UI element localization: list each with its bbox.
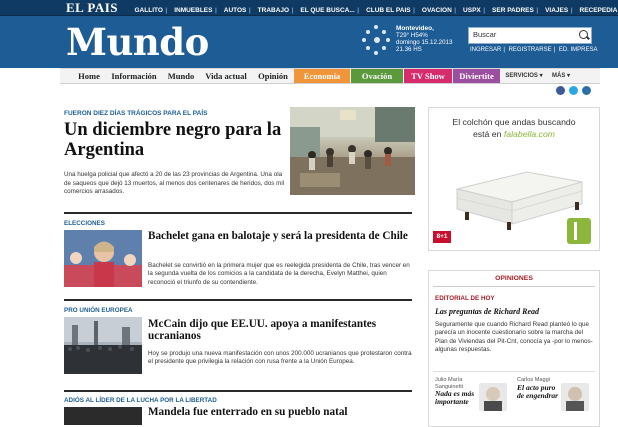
toplink[interactable]: SER PADRES — [492, 7, 534, 14]
nav-services[interactable]: SERVICIOS ▾ — [505, 73, 543, 79]
editorial-title[interactable]: Las preguntas de Richard Read — [435, 307, 540, 316]
section-rule — [64, 299, 412, 301]
story-summary: Hoy se produjo una nueva manifestación con unos 200.000 ucranianos que protestaron contra el presidente que privilegia la relación con rusa frente a la Unión Europea. — [148, 350, 412, 366]
story-kicker: ELECCIONES — [64, 220, 105, 227]
ad-brand: falabella.com — [503, 129, 556, 139]
search-input[interactable] — [468, 27, 592, 44]
columnist-2-portrait — [561, 383, 589, 411]
mattress-image — [447, 154, 587, 234]
lead-kicker: FUERON DIEZ DÍAS TRÁGICOS PARA EL PAÍS — [64, 110, 208, 117]
lead-summary: Una huelga policial que afectó a 20 de las 23 provincias de Argentina. Una ola de saqueos que dejó 13 muertos, al menos dos centenares de heridos, dos mil comercios arrasados. — [64, 171, 285, 195]
lead-photo-scene — [290, 107, 415, 195]
ad-badge: 8+1 — [433, 231, 451, 243]
section-title: Mundo — [66, 20, 209, 64]
toplink[interactable]: GALLITO — [134, 7, 163, 14]
twitter-icon[interactable] — [569, 86, 578, 95]
nav-item-ovacion[interactable]: Ovación — [351, 69, 403, 83]
story-photo[interactable] — [64, 317, 142, 374]
main-nav — [60, 68, 600, 84]
user-links: INGRESAR | REGISTRARSE | ED. IMPRESA — [470, 47, 598, 53]
ad-text-line1: El colchón que andas buscando — [452, 117, 576, 127]
column-title: El acto puro de engendrar — [517, 382, 559, 400]
story-photo[interactable] — [64, 230, 142, 287]
toplink[interactable]: AUTOS — [223, 7, 247, 14]
nav-more[interactable]: MÁS ▾ — [551, 73, 571, 79]
section-header — [0, 16, 618, 68]
opinion-divider — [433, 371, 595, 372]
columnist-2-photo[interactable] — [561, 383, 589, 411]
story-headline[interactable]: Mandela fue enterrado en su pueblo natal — [148, 406, 348, 418]
editorial-kicker: EDITORIAL DE HOY — [435, 295, 495, 302]
editorial-summary: Seguramente que cuando Richard Read planteó lo que parecía un inocente cuestionario sobre la marcha del Plan de Viviendas del Pit-Cnt, conocía ya -por lo menos- algunas respuestas. — [435, 321, 593, 353]
story-summary: Bachelet se convirtió en la primera mujer que es reelegida presidenta de Chile, tras vencer en la segunda vuelta de los comicios a la candidata de la derecha, Evelyn Matthei, quien reconoció el triunfo de su contendiente. — [148, 262, 410, 286]
network-links: GALLITO | INMUEBLES | AUTOS | TRABAJO | EL QUE BUSCA... | CLUB EL PAIS | OVACION | USPX | SER PADRES | VIAJES | RECEPEDIA — [132, 0, 618, 15]
opinion-header[interactable]: OPINIONES — [495, 275, 533, 282]
el-pais-logo[interactable]: EL PAIS — [60, 0, 124, 15]
story-photo-scene — [64, 317, 142, 374]
nav-item-home[interactable]: Home — [78, 71, 100, 81]
toplink[interactable]: OVACION — [421, 7, 452, 14]
weather-widget — [362, 23, 462, 63]
search-placeholder: Buscar — [473, 30, 497, 39]
nav-item-opinion[interactable]: Opinión — [258, 71, 288, 81]
toplink[interactable]: CLUB EL PAIS — [366, 7, 411, 14]
column-title: Nada es más importante — [435, 389, 475, 407]
register-link[interactable]: REGISTRARSE — [508, 47, 552, 53]
nav-item-economia[interactable]: Economía — [294, 69, 350, 83]
columnist-1-portrait — [479, 383, 507, 411]
story-kicker: PRO UNIÓN EUROPEA — [64, 307, 133, 314]
story-kicker: ADIÓS AL LÍDER DE LA LUCHA POR LA LIBERTAD — [64, 397, 217, 404]
ad-text-line2: está en — [472, 129, 502, 139]
section-rule — [64, 390, 412, 392]
weather-text — [396, 25, 452, 53]
nav-item-diviertite[interactable]: Diviertite — [453, 69, 500, 83]
nav-item-tv-show[interactable]: TV Show — [404, 69, 452, 83]
weather-snow-icon — [362, 25, 392, 55]
toplink[interactable]: TRABAJO — [257, 7, 290, 14]
ad-text — [429, 116, 599, 140]
toplink[interactable]: EL QUE BUSCA... — [300, 7, 355, 14]
toplink[interactable]: USPX — [463, 7, 481, 14]
weather-time: 21.36 HS — [396, 46, 422, 53]
lead-photo[interactable] — [290, 107, 415, 195]
nav-more-label: MÁS — [551, 73, 566, 79]
ad-banner[interactable] — [428, 107, 600, 251]
columnist-name: Julio María Sanguinetti — [435, 377, 463, 390]
nav-services-label: SERVICIOS — [505, 73, 538, 79]
weather-conditions: T29° H54% — [396, 32, 428, 39]
story-headline[interactable]: McCain dijo que EE.UU. apoya a manifestantes ucranianos — [148, 318, 377, 342]
nav-item-vida-actual[interactable]: Vida actual — [205, 71, 247, 81]
columnist-1[interactable] — [435, 377, 479, 406]
nav-item-mundo[interactable]: Mundo — [167, 71, 195, 81]
nav-item-informacion[interactable]: Información — [111, 71, 157, 81]
opinion-divider — [433, 286, 595, 287]
story-photo[interactable] — [64, 407, 142, 425]
search-icon[interactable] — [579, 30, 588, 39]
toplink[interactable]: INMUEBLES — [174, 7, 213, 14]
columnist-name: Carlos Maggi — [517, 377, 550, 383]
rss-icon[interactable] — [582, 86, 591, 95]
facebook-icon[interactable] — [556, 86, 565, 95]
weather-city: Montevideo, — [396, 25, 434, 32]
story-photo-scene — [64, 230, 142, 287]
opinion-box — [428, 270, 600, 427]
toplink[interactable]: VIAJES — [545, 7, 569, 14]
columnist-1-photo[interactable] — [479, 383, 507, 411]
weather-date: domingo 15.12.2013 — [396, 39, 453, 46]
section-rule — [64, 212, 412, 214]
login-link[interactable]: INGRESAR — [470, 47, 502, 53]
top-bar — [0, 0, 618, 16]
columnist-2[interactable] — [517, 377, 561, 400]
lead-headline[interactable]: Un diciembre negro para la Argentina — [64, 120, 282, 160]
print-edition-link[interactable]: ED. IMPRESA — [558, 47, 598, 53]
story-headline[interactable]: Bachelet gana en balotaje y será la presidenta de Chile — [148, 230, 408, 242]
falabella-logo — [567, 218, 591, 244]
toplink[interactable]: RECEPEDIA — [579, 7, 618, 14]
